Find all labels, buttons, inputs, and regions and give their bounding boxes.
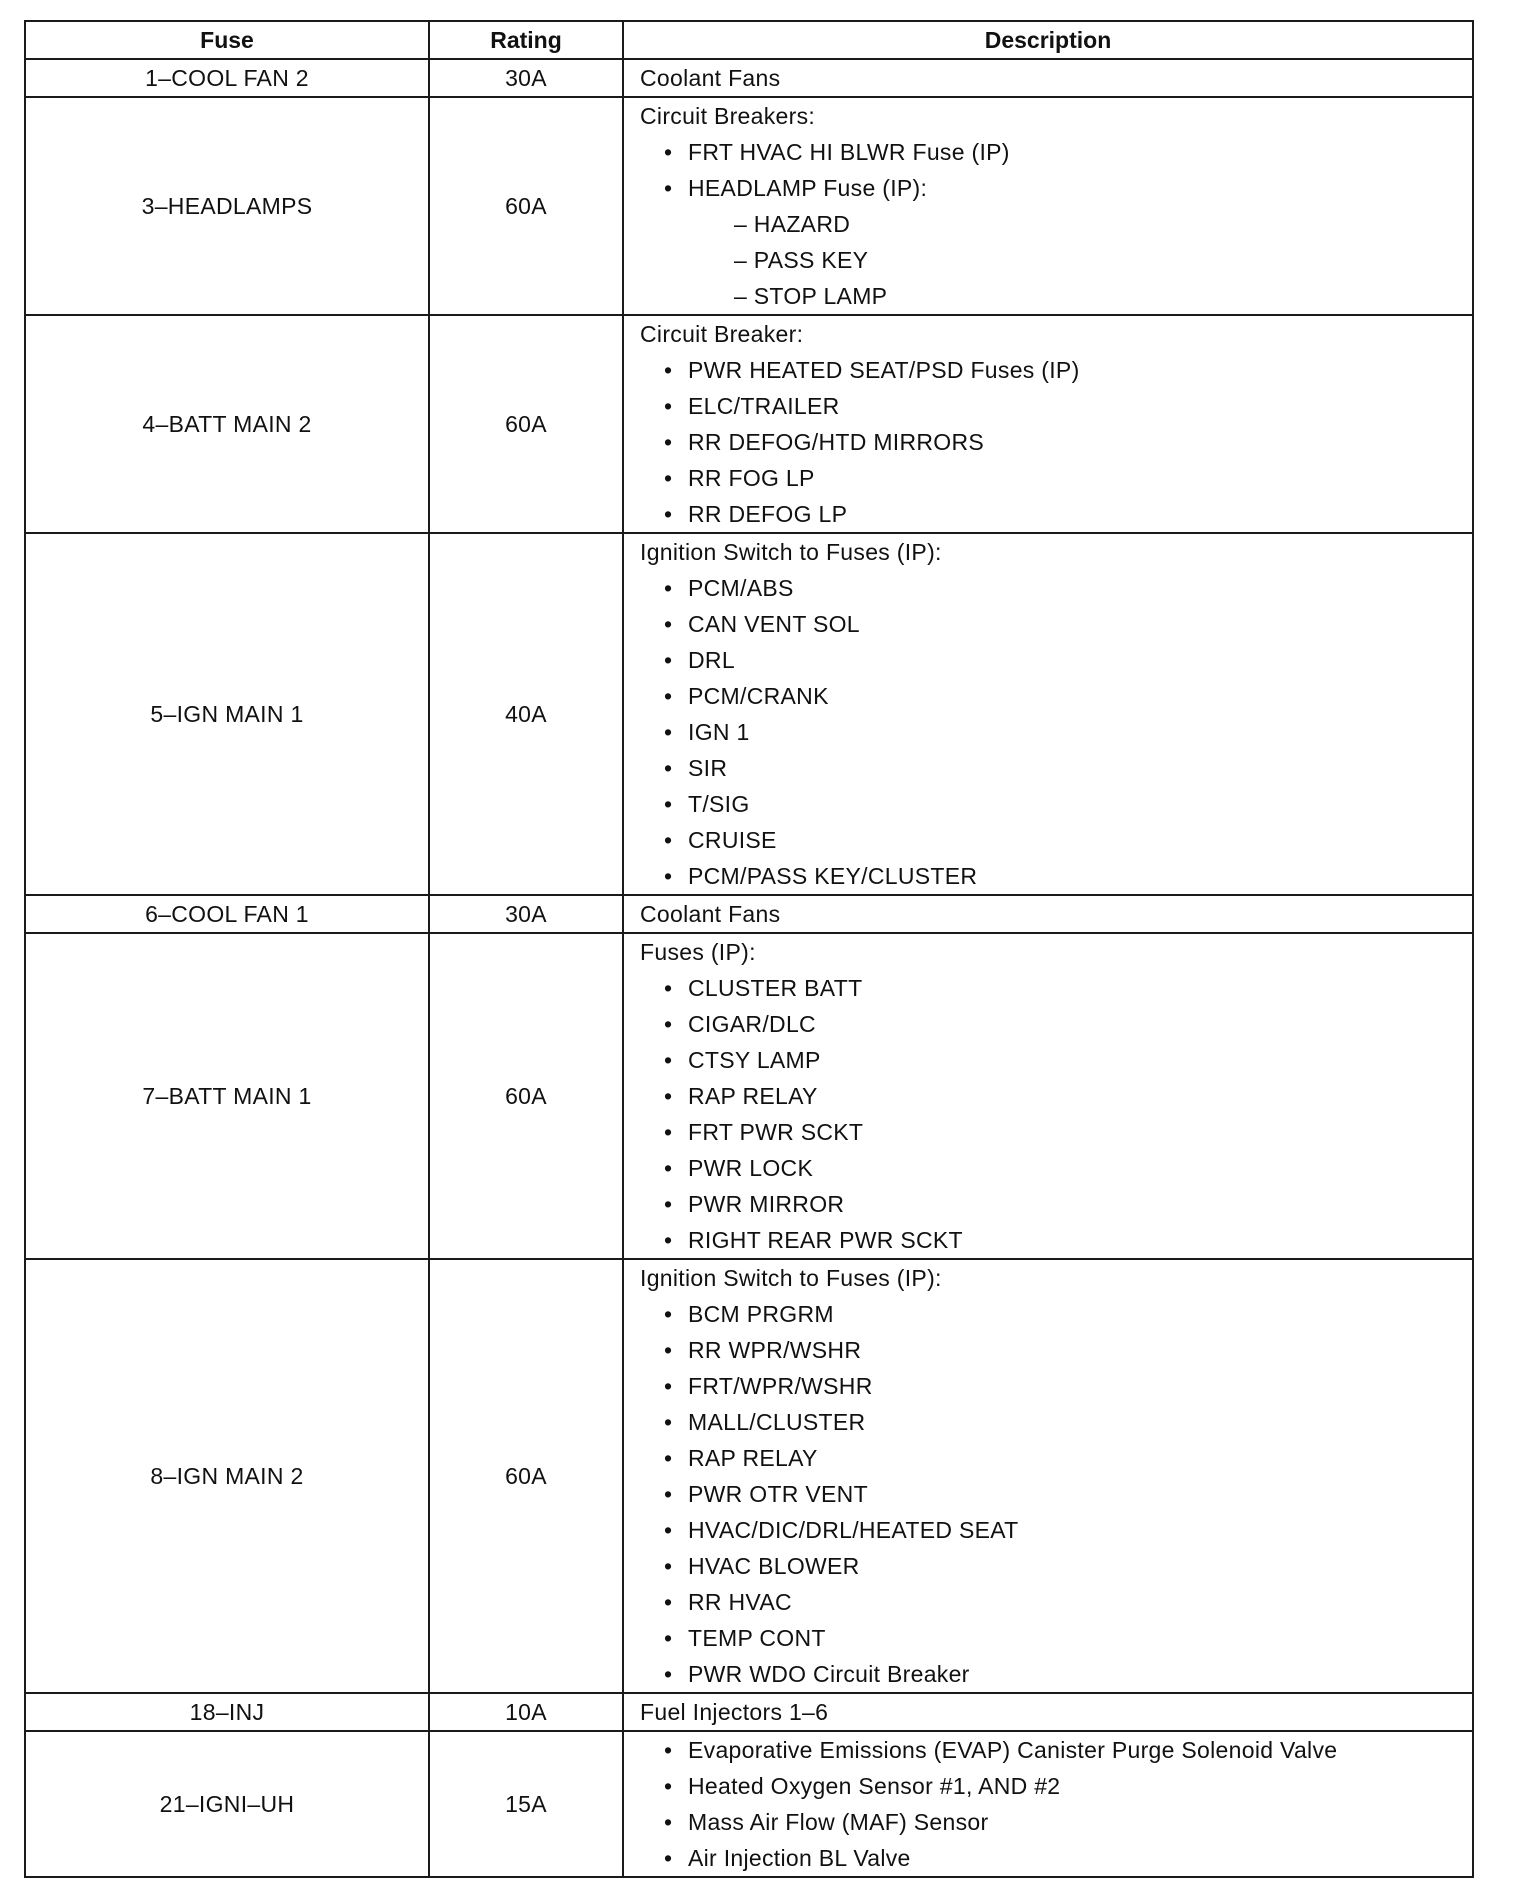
description-heading: Circuit Breaker: (640, 321, 804, 347)
bullet-icon: • (664, 1553, 673, 1579)
fuse-cell: 4–BATT MAIN 2 (25, 315, 429, 533)
table-row (25, 1731, 1473, 1877)
bullet-icon: • (664, 611, 673, 637)
description-bullet-item (640, 678, 1460, 714)
description-bullet-item (640, 460, 1460, 496)
description-bullet-item (640, 1222, 1460, 1258)
description-bullet-item (640, 1732, 1460, 1768)
bullet-icon: • (664, 575, 673, 601)
description-bullet-item (640, 170, 1460, 206)
description-bullet-item (640, 570, 1460, 606)
bullet-text: SIR (688, 755, 728, 781)
bullet-icon: • (664, 719, 673, 745)
description-bullet-item (640, 970, 1460, 1006)
description-bullet-item (640, 1150, 1460, 1186)
description-bullet-item (640, 1332, 1460, 1368)
description-bullet-item (640, 858, 1460, 894)
header-rating: Rating (429, 21, 623, 59)
bullet-icon: • (664, 683, 673, 709)
description-bullet-item (640, 1768, 1460, 1804)
fuse-cell: 18–INJ (25, 1693, 429, 1731)
bullet-text: PCM/PASS KEY/CLUSTER (688, 863, 978, 889)
table-row (25, 933, 1473, 1259)
bullet-icon: • (664, 647, 673, 673)
bullet-text: CIGAR/DLC (688, 1011, 816, 1037)
fuse-table-body (25, 59, 1473, 1877)
bullet-text: PWR HEATED SEAT/PSD Fuses (IP) (688, 357, 1080, 383)
description-bullet-item (640, 1440, 1460, 1476)
description-sub-item: – STOP LAMP (734, 283, 888, 309)
description-bullet-item (640, 1368, 1460, 1404)
description-heading: Fuel Injectors 1–6 (640, 1699, 829, 1725)
bullet-icon: • (664, 1409, 673, 1435)
bullet-icon: • (664, 1155, 673, 1181)
description-bullet-item (640, 496, 1460, 532)
rating-cell: 15A (429, 1731, 623, 1877)
description-bullet-item (640, 1476, 1460, 1512)
description-bullet-item (640, 1296, 1460, 1332)
bullet-text: CAN VENT SOL (688, 611, 860, 637)
bullet-text: RAP RELAY (688, 1083, 818, 1109)
description-bullet-item (640, 606, 1460, 642)
bullet-icon: • (664, 755, 673, 781)
description-bullet-item (640, 822, 1460, 858)
bullet-icon: • (664, 1301, 673, 1327)
bullet-text: RAP RELAY (688, 1445, 818, 1471)
table-row (25, 1259, 1473, 1693)
bullet-text: CLUSTER BATT (688, 975, 863, 1001)
bullet-icon: • (664, 791, 673, 817)
bullet-icon: • (664, 1845, 673, 1871)
bullet-icon: • (664, 429, 673, 455)
bullet-text: TEMP CONT (688, 1625, 826, 1651)
description-bullet-item (640, 1404, 1460, 1440)
bullet-icon: • (664, 1191, 673, 1217)
description-bullet-item (640, 1078, 1460, 1114)
bullet-text: RR WPR/WSHR (688, 1337, 862, 1363)
description-bullet-item (640, 1042, 1460, 1078)
description-bullet-item (640, 134, 1460, 170)
rating-cell: 60A (429, 97, 623, 315)
table-row (25, 97, 1473, 315)
bullet-text: CRUISE (688, 827, 777, 853)
bullet-icon: • (664, 501, 673, 527)
description-cell (623, 315, 1473, 533)
rating-cell: 60A (429, 1259, 623, 1693)
description-cell (623, 933, 1473, 1259)
description-cell (623, 1259, 1473, 1693)
table-row (25, 59, 1473, 97)
bullet-icon: • (664, 1809, 673, 1835)
fuse-cell: 3–HEADLAMPS (25, 97, 429, 315)
description-heading: Ignition Switch to Fuses (IP): (640, 1265, 942, 1291)
bullet-icon: • (664, 393, 673, 419)
bullet-icon: • (664, 1119, 673, 1145)
rating-cell: 30A (429, 59, 623, 97)
rating-cell: 40A (429, 533, 623, 895)
bullet-text: RR HVAC (688, 1589, 792, 1615)
bullet-text: MALL/CLUSTER (688, 1409, 866, 1435)
bullet-text: HEADLAMP Fuse (IP): (688, 175, 928, 201)
rating-cell: 30A (429, 895, 623, 933)
fuse-cell: 1–COOL FAN 2 (25, 59, 429, 97)
bullet-text: FRT/WPR/WSHR (688, 1373, 873, 1399)
bullet-text: PCM/ABS (688, 575, 794, 601)
bullet-text: Heated Oxygen Sensor #1, AND #2 (688, 1773, 1061, 1799)
description-cell (623, 533, 1473, 895)
bullet-text: BCM PRGRM (688, 1301, 834, 1327)
description-bullet-item (640, 1114, 1460, 1150)
bullet-icon: • (664, 827, 673, 853)
bullet-text: Mass Air Flow (MAF) Sensor (688, 1809, 989, 1835)
bullet-icon: • (664, 1737, 673, 1763)
bullet-icon: • (664, 1011, 673, 1037)
description-heading: Fuses (IP): (640, 939, 756, 965)
description-heading: Ignition Switch to Fuses (IP): (640, 539, 942, 565)
description-bullet-item (640, 1840, 1460, 1876)
bullet-text: PWR MIRROR (688, 1191, 845, 1217)
header-row (25, 21, 1473, 59)
bullet-icon: • (664, 1337, 673, 1363)
bullet-text: ELC/TRAILER (688, 393, 840, 419)
description-sub-item: – HAZARD (734, 211, 851, 237)
table-row (25, 1693, 1473, 1731)
bullet-icon: • (664, 863, 673, 889)
fuse-cell: 21–IGNI–UH (25, 1731, 429, 1877)
description-cell (623, 1693, 1473, 1731)
bullet-icon: • (664, 1625, 673, 1651)
bullet-text: RR DEFOG/HTD MIRRORS (688, 429, 985, 455)
bullet-icon: • (664, 139, 673, 165)
bullet-icon: • (664, 975, 673, 1001)
description-bullet-item (640, 714, 1460, 750)
bullet-text: FRT PWR SCKT (688, 1119, 864, 1145)
bullet-text: CTSY LAMP (688, 1047, 821, 1073)
description-heading: Circuit Breakers: (640, 103, 816, 129)
bullet-text: Evaporative Emissions (EVAP) Canister Purge Solenoid Valve (688, 1737, 1338, 1763)
description-sub-item: – PASS KEY (734, 247, 869, 273)
header-fuse: Fuse (25, 21, 429, 59)
fuse-cell: 6–COOL FAN 1 (25, 895, 429, 933)
bullet-text: HVAC BLOWER (688, 1553, 860, 1579)
description-bullet-item (640, 1656, 1460, 1692)
bullet-icon: • (664, 1481, 673, 1507)
bullet-text: PWR LOCK (688, 1155, 814, 1181)
description-heading: Coolant Fans (640, 901, 781, 927)
bullet-icon: • (664, 1083, 673, 1109)
bullet-text: DRL (688, 647, 735, 673)
description-bullet-item (640, 750, 1460, 786)
fuse-cell: 7–BATT MAIN 1 (25, 933, 429, 1259)
description-bullet-item (640, 1186, 1460, 1222)
bullet-text: RIGHT REAR PWR SCKT (688, 1227, 963, 1253)
fuse-cell: 5–IGN MAIN 1 (25, 533, 429, 895)
bullet-text: T/SIG (688, 791, 750, 817)
description-bullet-item (640, 786, 1460, 822)
bullet-text: Air Injection BL Valve (688, 1845, 911, 1871)
description-heading: Coolant Fans (640, 65, 781, 91)
rating-cell: 60A (429, 933, 623, 1259)
table-row (25, 315, 1473, 533)
description-bullet-item (640, 1548, 1460, 1584)
description-bullet-item (640, 352, 1460, 388)
bullet-icon: • (664, 1773, 673, 1799)
rating-cell: 10A (429, 1693, 623, 1731)
bullet-icon: • (664, 1047, 673, 1073)
description-cell (623, 895, 1473, 933)
bullet-icon: • (664, 1661, 673, 1687)
bullet-icon: • (664, 1517, 673, 1543)
fuse-table (24, 20, 1474, 1878)
bullet-icon: • (664, 1589, 673, 1615)
bullet-text: IGN 1 (688, 719, 750, 745)
description-bullet-item (640, 1804, 1460, 1840)
description-bullet-item (640, 388, 1460, 424)
description-bullet-item (640, 424, 1460, 460)
header-description: Description (623, 21, 1473, 59)
bullet-text: HVAC/DIC/DRL/HEATED SEAT (688, 1517, 1019, 1543)
fuse-cell: 8–IGN MAIN 2 (25, 1259, 429, 1693)
description-cell (623, 1731, 1473, 1877)
description-bullet-item (640, 1584, 1460, 1620)
description-bullet-item (640, 642, 1460, 678)
bullet-icon: • (664, 1227, 673, 1253)
bullet-text: PCM/CRANK (688, 683, 829, 709)
rating-cell: 60A (429, 315, 623, 533)
bullet-text: RR FOG LP (688, 465, 815, 491)
description-bullet-item (640, 1620, 1460, 1656)
bullet-text: PWR OTR VENT (688, 1481, 868, 1507)
description-bullet-item (640, 1006, 1460, 1042)
table-row (25, 895, 1473, 933)
description-cell (623, 59, 1473, 97)
bullet-text: PWR WDO Circuit Breaker (688, 1661, 970, 1687)
bullet-text: FRT HVAC HI BLWR Fuse (IP) (688, 139, 1010, 165)
bullet-icon: • (664, 465, 673, 491)
bullet-icon: • (664, 1373, 673, 1399)
bullet-icon: • (664, 175, 673, 201)
bullet-text: RR DEFOG LP (688, 501, 848, 527)
description-cell (623, 97, 1473, 315)
bullet-icon: • (664, 1445, 673, 1471)
table-row (25, 533, 1473, 895)
description-bullet-item (640, 1512, 1460, 1548)
bullet-icon: • (664, 357, 673, 383)
